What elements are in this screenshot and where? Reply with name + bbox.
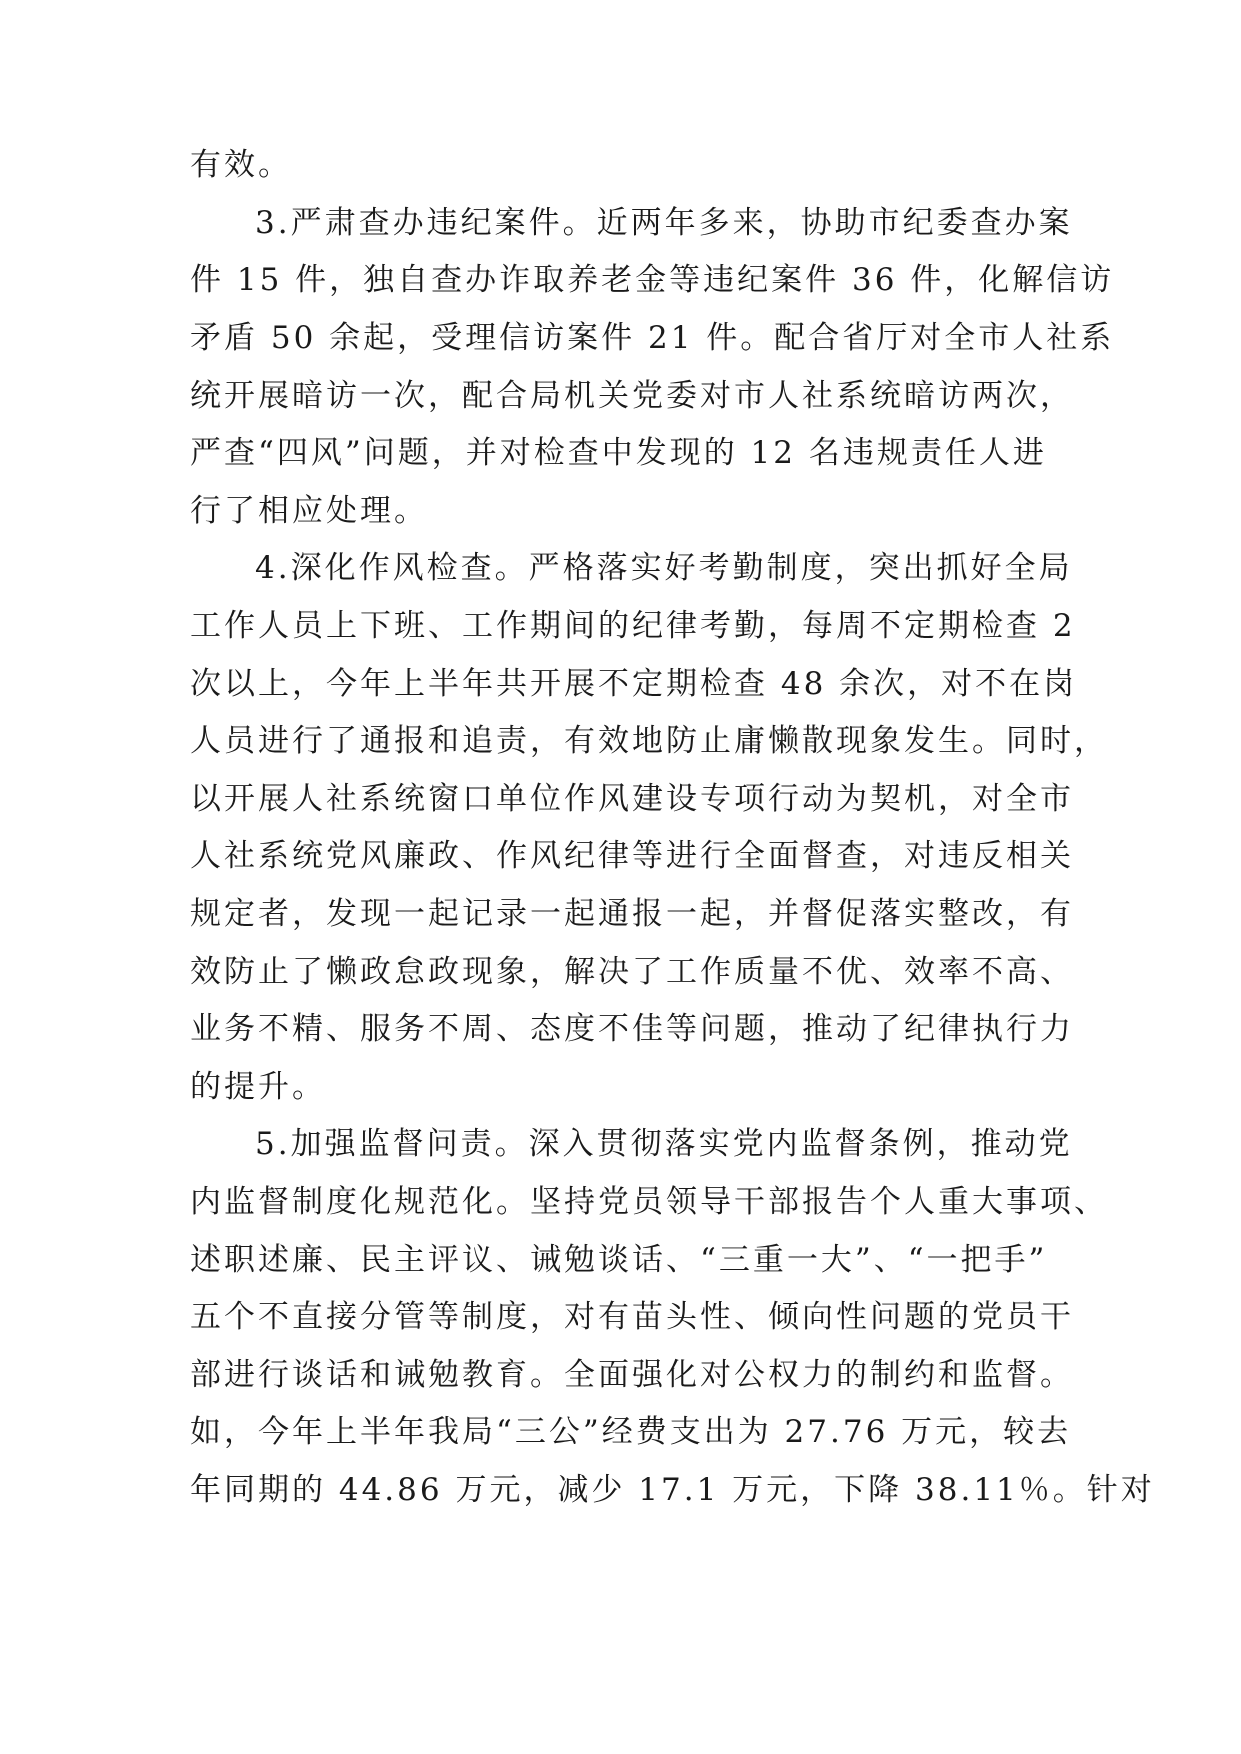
text-line: 统开展暗访一次，配合局机关党委对市人社系统暗访两次， [190, 378, 1074, 414]
text-line: 年同期的 44.86 万元，减少 17.1 万元，下降 38.11％。针对 [190, 1472, 1155, 1508]
text-line: 内监督制度化规范化。坚持党员领导干部报告个人重大事项、 [190, 1184, 1108, 1220]
text-line: 人员进行了通报和追责，有效地防止庸懒散现象发生。同时， [190, 723, 1108, 759]
text-line: 规定者，发现一起记录一起通报一起，并督促落实整改，有 [190, 896, 1074, 932]
text-line: 次以上，今年上半年共开展不定期检查 48 余次，对不在岗 [190, 666, 1078, 702]
text-line: 严查“四风”问题，并对检查中发现的 12 名违规责任人进 [190, 435, 1047, 471]
text-line: 件 15 件，独自查办诈取养老金等违纪案件 36 件，化解信访 [190, 262, 1115, 298]
text-line: 业务不精、服务不周、态度不佳等问题，推动了纪律执行力 [190, 1011, 1074, 1047]
text-line: 部进行谈话和诫勉教育。全面强化对公权力的制约和监督。 [190, 1357, 1074, 1393]
text-line: 工作人员上下班、工作期间的纪律考勤，每周不定期检查 2 [190, 608, 1076, 644]
text-line: 的提升。 [190, 1069, 326, 1105]
paragraph-5-heading-line: 5.加强监督问责。深入贯彻落实党内监督条例，推动党 [255, 1126, 1073, 1162]
text-line: 矛盾 50 余起，受理信访案件 21 件。配合省厅对全市人社系 [190, 320, 1115, 356]
text-line: 以开展人社系统窗口单位作风建设专项行动为契机，对全市 [190, 781, 1074, 817]
paragraph-4-heading-line: 4.深化作风检查。严格落实好考勤制度，突出抓好全局 [255, 550, 1073, 586]
text-line: 五个不直接分管等制度，对有苗头性、倾向性问题的党员干 [190, 1299, 1074, 1335]
text-line: 人社系统党风廉政、作风纪律等进行全面督查，对违反相关 [190, 838, 1074, 874]
text-line: 述职述廉、民主评议、诫勉谈话、“三重一大”、“一把手” [190, 1242, 1048, 1278]
text-line: 行了相应处理。 [190, 493, 428, 529]
paragraph-3-heading-line: 3.严肃查办违纪案件。近两年多来，协助市纪委查办案 [255, 205, 1073, 241]
text-line: 如，今年上半年我局“三公”经费支出为 27.76 万元，较去 [190, 1414, 1072, 1450]
text-line: 效防止了懒政怠政现象，解决了工作质量不优、效率不高、 [190, 954, 1074, 990]
text-line: 有效。 [190, 147, 292, 183]
